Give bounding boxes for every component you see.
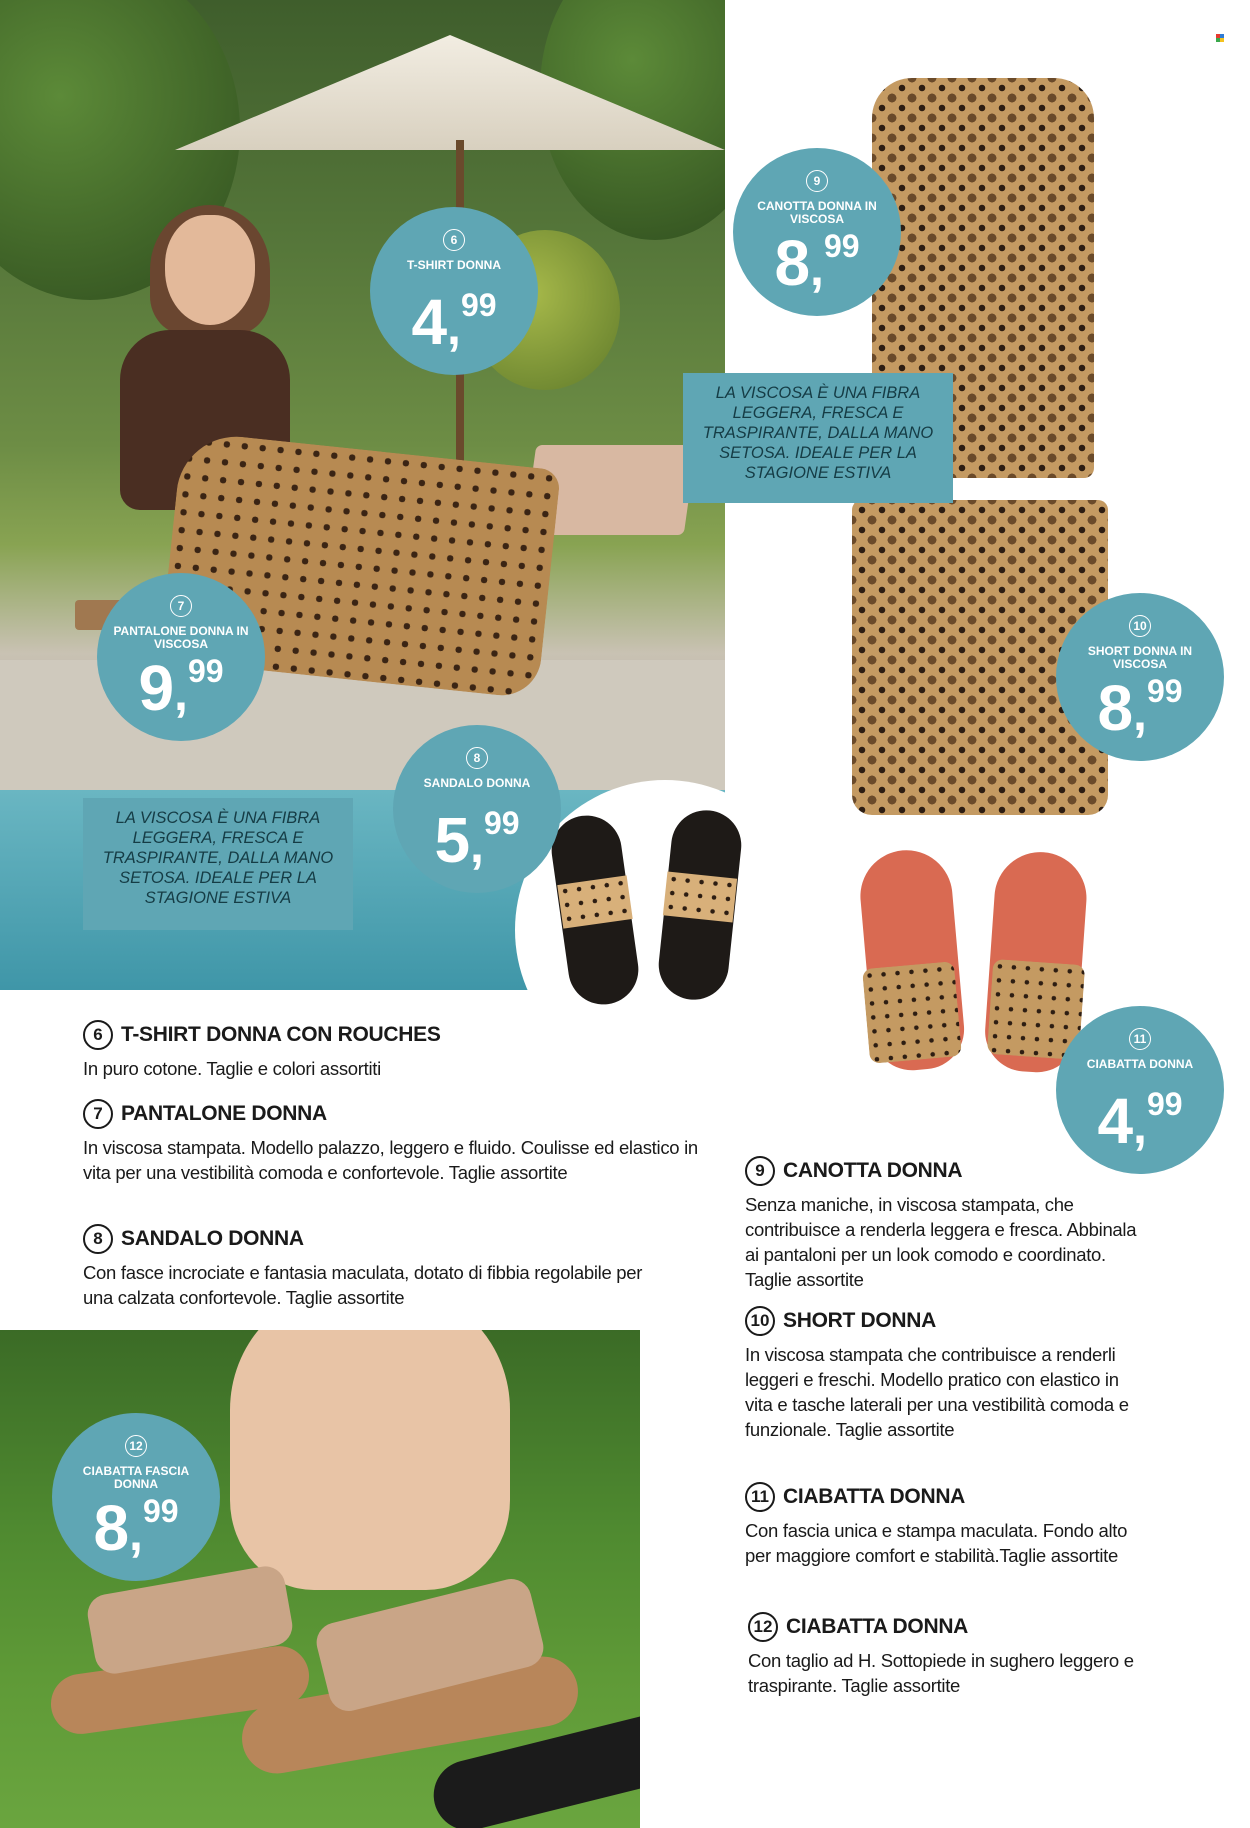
product-title: CIABATTA DONNA bbox=[786, 1615, 969, 1638]
price-badge-canotta bbox=[733, 148, 901, 316]
badge-number: 9 bbox=[806, 170, 828, 192]
badge-price: 8,99 bbox=[1097, 672, 1183, 744]
product-desc: In puro cotone. Taglie e colori assortiti bbox=[83, 1058, 381, 1079]
badge-number: 8 bbox=[466, 747, 488, 769]
product-desc: Con fasce incrociate e fantasia maculata, dotato di fibbia regolabile per una calzata confortevole. Taglie assortite bbox=[83, 1262, 643, 1308]
price-badge-pantalone bbox=[97, 573, 265, 741]
price-badge-sandalo bbox=[393, 725, 561, 893]
product-7-description bbox=[83, 1099, 698, 1185]
product-number: 6 bbox=[83, 1020, 113, 1050]
product-number: 11 bbox=[745, 1482, 775, 1512]
badge-product-name: CIABATTA FASCIA DONNA bbox=[82, 1464, 190, 1491]
product-title: CANOTTA DONNA bbox=[783, 1159, 963, 1182]
legs-shape bbox=[230, 1330, 510, 1590]
badge-product-name: PANTALONE DONNA IN VISCOSA bbox=[113, 624, 249, 651]
product-number: 10 bbox=[745, 1306, 775, 1336]
product-8-description bbox=[83, 1224, 643, 1310]
product-title: PANTALONE DONNA bbox=[121, 1102, 327, 1125]
viscosa-info-box bbox=[683, 373, 953, 503]
badge-number: 10 bbox=[1129, 615, 1151, 637]
product-desc: In viscosa stampata. Modello palazzo, leggero e fluido. Coulisse ed elastico in vita per una vestibilità comoda e confortevole. Taglie assortite bbox=[83, 1137, 698, 1183]
product-10-description bbox=[745, 1306, 1130, 1442]
badge-product-name: CIABATTA DONNA bbox=[1086, 1057, 1194, 1071]
product-11-description bbox=[745, 1482, 1145, 1568]
badge-price: 9,99 bbox=[138, 652, 224, 724]
product-title: SHORT DONNA bbox=[783, 1309, 937, 1332]
price-badge-short bbox=[1056, 593, 1224, 761]
product-number: 8 bbox=[83, 1224, 113, 1254]
badge-number: 11 bbox=[1129, 1028, 1151, 1050]
price-badge-ciabatta bbox=[1056, 1006, 1224, 1174]
product-desc: Senza maniche, in viscosa stampata, che contribuisce a renderla leggera e fresca. Abbinala ai pantaloni per un look comodo e coordinato. Taglie assortite bbox=[745, 1194, 1137, 1290]
product-number: 12 bbox=[748, 1612, 778, 1642]
product-number: 9 bbox=[745, 1156, 775, 1186]
leopard-band bbox=[862, 961, 962, 1064]
product-title: T-SHIRT DONNA CON ROUCHES bbox=[121, 1023, 441, 1046]
product-desc: In viscosa stampata che contribuisce a renderli leggeri e freschi. Modello pratico con elastico in vita e tasche laterali per una vestibilità comoda e funzionale. Taglie assortite bbox=[745, 1344, 1129, 1440]
product-6-description bbox=[83, 1020, 683, 1081]
product-9-description bbox=[745, 1156, 1150, 1292]
badge-number: 12 bbox=[125, 1435, 147, 1457]
viscosa-info-box bbox=[83, 798, 353, 930]
badge-price: 5,99 bbox=[434, 804, 520, 876]
leopard-strap bbox=[663, 871, 737, 922]
badge-product-name: T-SHIRT DONNA bbox=[407, 258, 501, 272]
brand-logo-mark bbox=[1216, 34, 1224, 42]
photo-feet-sandals-grass bbox=[0, 1330, 640, 1828]
price-badge-tshirt bbox=[370, 207, 538, 375]
price-badge-ciabatta-fascia bbox=[52, 1413, 220, 1581]
badge-price: 8,99 bbox=[93, 1492, 179, 1564]
product-title: CIABATTA DONNA bbox=[783, 1485, 966, 1508]
badge-product-name: CANOTTA DONNA IN VISCOSA bbox=[757, 199, 877, 226]
model-face bbox=[165, 215, 255, 325]
badge-price: 4,99 bbox=[1097, 1085, 1183, 1157]
badge-price: 8,99 bbox=[774, 227, 860, 299]
product-12-description bbox=[748, 1612, 1178, 1698]
badge-product-name: SHORT DONNA IN VISCOSA bbox=[1087, 644, 1193, 671]
badge-product-name: SANDALO DONNA bbox=[423, 776, 531, 790]
product-desc: Con fascia unica e stampa maculata. Fondo alto per maggiore comfort e stabilità.Taglie assortite bbox=[745, 1520, 1128, 1566]
badge-number: 7 bbox=[170, 595, 192, 617]
badge-number: 6 bbox=[443, 229, 465, 251]
product-desc: Con taglio ad H. Sottopiede in sughero leggero e traspirante. Taglie assortite bbox=[748, 1650, 1134, 1696]
product-number: 7 bbox=[83, 1099, 113, 1129]
product-title: SANDALO DONNA bbox=[121, 1227, 304, 1250]
badge-price: 4,99 bbox=[411, 286, 497, 358]
info-text: LA VISCOSA È UNA FIBRA LEGGERA, FRESCA E TRASPIRANTE, DALLA MANO SETOSA. IDEALE PER LA STAGIONE ESTIVA bbox=[102, 809, 334, 907]
info-text: LA VISCOSA È UNA FIBRA LEGGERA, FRESCA E TRASPIRANTE, DALLA MANO SETOSA. IDEALE PER LA STAGIONE ESTIVA bbox=[702, 384, 934, 482]
